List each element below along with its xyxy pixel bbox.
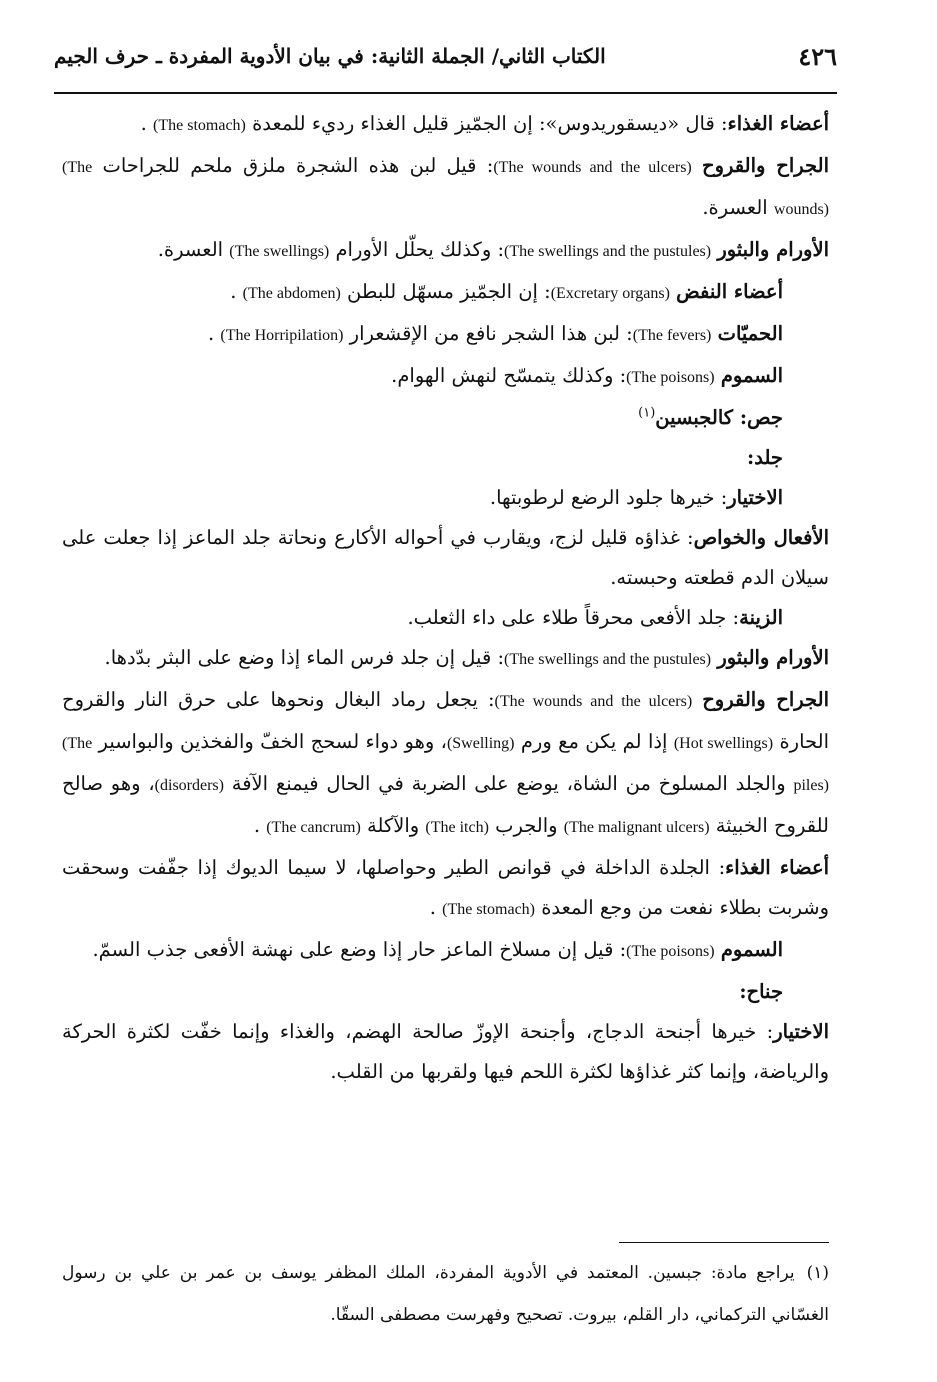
entry-term: جناح: (739, 980, 783, 1003)
paragraph-text: : قيل لبن هذه الشجرة ملزق ملحم للجراحات (92, 154, 494, 177)
entry-term: جلد: (747, 446, 783, 469)
english-gloss: (The wounds and the ulcers) (493, 159, 692, 176)
english-gloss: (Swelling) (446, 735, 515, 752)
paragraph-text: : خيرها جلود الرضع لرطوبتها. (489, 486, 728, 509)
paragraph (62, 356, 829, 398)
paragraph (62, 972, 829, 1012)
paragraph-text: والجرب (488, 814, 564, 837)
paragraph-text: . (207, 322, 221, 345)
paragraph-text: . (253, 814, 267, 837)
paragraph (62, 398, 829, 438)
entry-term: الاختيار (773, 1020, 829, 1043)
english-gloss: (Hot swellings) (673, 735, 774, 752)
paragraph (62, 518, 829, 598)
paragraph-text: : وكذلك يحلّل الأورام (329, 238, 505, 261)
paragraph-text: . (230, 280, 243, 303)
paragraph-text: إذا لم يكن مع ورم (514, 730, 674, 753)
footnote (62, 1252, 829, 1336)
entry-term: أعضاء الغذاء (727, 112, 829, 135)
entry-term: الحميّات (717, 322, 783, 345)
english-gloss: (The malignant ulcers) (563, 819, 710, 836)
paragraph (62, 272, 829, 314)
english-gloss: (The swellings and the pustules) (504, 243, 712, 260)
english-gloss: (The Horripilation) (220, 327, 344, 344)
paragraph-text: : الجلدة الداخلة في قوانص الطير وحواصلها، لا سيما الديوك إذا جفّفت وسحقت وشربت بطلاء نفعت من وجع المعدة (62, 856, 829, 919)
paragraph-text: : إن الجمّيز مسهّل للبطن (340, 280, 551, 303)
paragraph (62, 230, 829, 272)
footnote-reference: (١) (638, 405, 656, 421)
entry-term: جص: كالجبسين (655, 406, 783, 429)
footnote-rule (619, 1242, 829, 1243)
paragraph-text: : يجعل رماد البغال ونحوها على حرق النار والقروح الحارة (62, 688, 829, 753)
paragraph (62, 1012, 829, 1092)
entry-term: الأورام والبثور (717, 646, 829, 669)
paragraph (62, 598, 829, 638)
paragraph-text: ، وهو دواء لسحج الخفّ والفخذين والبواسير (92, 730, 447, 753)
running-head: الكتاب الثاني/ الجملة الثانية: في بيان الأدوية المفردة ـ حرف الجيم (54, 44, 606, 68)
english-gloss: (The cancrum) (266, 819, 361, 836)
header-rule (54, 92, 837, 94)
paragraph-text: والجلد المسلوخ من الشاة، يوضع على الضربة في الحال فيمنع الآفة (223, 772, 794, 795)
paragraph (62, 848, 829, 930)
english-gloss: (The poisons) (626, 943, 715, 960)
paragraph-text: : خيرها أجنحة الدجاج، وأجنحة الإوزّ صالحة الهضم، والغذاء وإنما خفّت لكثرة الحركة والرياضة، وإنما كثر غذاؤها لكثرة اللحم فيها ولقربها من القلب. (62, 1020, 829, 1083)
english-gloss: (The stomach) (153, 117, 246, 134)
paragraph (62, 104, 829, 146)
paragraph-text: العسرة. (157, 238, 230, 261)
entry-term: السموم (720, 364, 783, 387)
paragraph-text (692, 154, 702, 177)
english-gloss: (The swellings) (229, 243, 330, 260)
english-gloss: (The itch) (425, 819, 489, 836)
entry-term: الاختيار (727, 486, 783, 509)
english-gloss: (disorders) (154, 777, 224, 794)
body-text (62, 104, 829, 1092)
english-gloss: (The piles) (62, 735, 829, 794)
paragraph-text: والآكلة (360, 814, 426, 837)
paragraph-text: : غذاؤه قليل لزج، ويقارب في أحواله الأكارع ونحاتة جلد الماعز إذا جعلت على سيلان الدم قطعته وحبسته. (62, 526, 829, 589)
paragraph-text: : وكذلك يتمسّح لنهش الهوام. (391, 364, 627, 387)
english-gloss: (The wounds and the ulcers) (494, 693, 693, 710)
entry-term: أعضاء الغذاء (725, 856, 830, 879)
entry-term: الجراح والقروح (702, 154, 829, 177)
paragraph-text: : جلد الأفعى محرقاً طلاء على داء الثعلب. (407, 606, 740, 629)
paragraph (62, 146, 829, 230)
paragraph-text: : قيل إن جلد فرس الماء إذا وضع على البثر بدّدها. (104, 646, 505, 669)
entry-term: السموم (720, 938, 783, 961)
english-gloss: (Excretary organs) (550, 285, 670, 302)
paragraph-text: : قيل إن مسلاخ الماعز حار إذا وضع على نهشة الأفعى جذب السمّ. (92, 938, 627, 961)
paragraph-text: العسرة. (702, 196, 774, 219)
footnote-mark: (١) (806, 1263, 829, 1283)
english-gloss: (The poisons) (626, 369, 715, 386)
paragraph (62, 680, 829, 848)
paragraph-text: ، وهو صالح للقروح الخبيثة (62, 772, 829, 837)
paragraph (62, 930, 829, 972)
paragraph (62, 638, 829, 680)
footnote-text: يراجع مادة: جبسين. المعتمد في الأدوية المفردة، الملك المظفر يوسف بن عمر بن علي بن رسول الغسّاني التركماني، دار القلم، بيروت. تصحيح وفهرست مصطفى السقّا. (62, 1263, 829, 1325)
entry-term: أعضاء النفض (676, 280, 783, 303)
paragraph-text: : لبن هذا الشجر نافع من الإقشعرار (343, 322, 633, 345)
page-number: ٤٢٦ (798, 42, 837, 71)
paragraph-text (692, 688, 702, 711)
paragraph (62, 438, 829, 478)
english-gloss: (The swellings and the pustules) (504, 651, 712, 668)
paragraph-text: . (140, 112, 154, 135)
english-gloss: (The stomach) (442, 901, 535, 918)
entry-term: الأفعال والخواص (693, 526, 829, 549)
page-header (54, 38, 837, 78)
footnotes (62, 1252, 829, 1336)
paragraph (62, 478, 829, 518)
paragraph-text: . (429, 896, 443, 919)
entry-term: الأورام والبثور (717, 238, 829, 261)
paragraph (62, 314, 829, 356)
paragraph-text: : قال «ديسقوريدوس»: إن الجمّيز قليل الغذاء رديء للمعدة (245, 112, 728, 135)
english-gloss: (The fevers) (632, 327, 712, 344)
entry-term: الزينة (739, 606, 783, 629)
english-gloss: (The abdomen) (242, 285, 341, 302)
english-gloss: (The wounds) (62, 159, 829, 218)
entry-term: الجراح والقروح (702, 688, 829, 711)
